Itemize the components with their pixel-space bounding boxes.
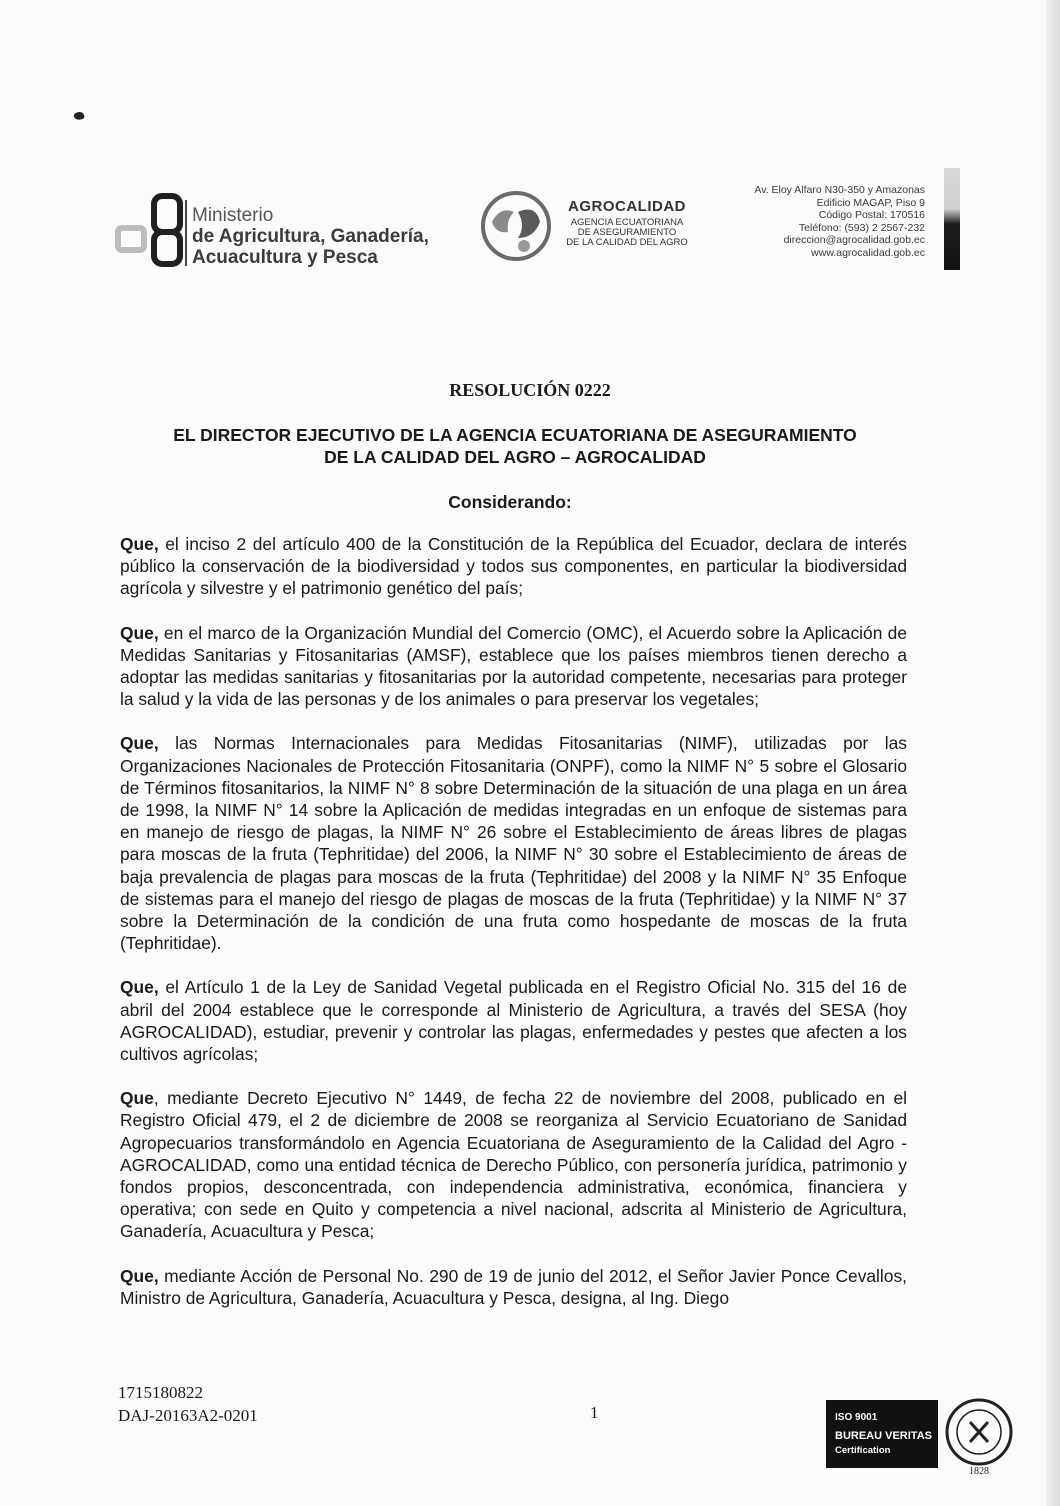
ministry-name — [192, 205, 429, 268]
bureau-veritas-seal-icon — [942, 1370, 1016, 1488]
paragraph: Que, en el marco de la Organización Mundial del Comercio (OMC), el Acuerdo sobre la Aplicación de Medidas Sanitarias y Fitosanitarias (AMSF), establece que los países miembros tienen derecho a adoptar las medidas sanitarias y fitosanitarias por la autoridad competente, necesarias para proteger la salud y la vida de las personas y de los animales o para preservar los vegetales; — [120, 622, 907, 710]
scan-artifact — [73, 111, 85, 122]
doc-code-2: DAJ-20163A2-0201 — [118, 1406, 258, 1425]
scanned-page-edge — [1046, 0, 1060, 1506]
address-line: www.agrocalidad.gob.ec — [811, 246, 925, 259]
paragraph: Que, mediante Acción de Personal No. 290 de 19 de junio del 2012, el Señor Javier Ponce Cevallos, Ministro de Agricultura, Ganadería, Acuacultura y Pesca, designa, al Ing. Diego — [120, 1265, 907, 1308]
paragraph: Que, las Normas Internacionales para Medidas Fitosanitarias (NIMF), utilizadas por las Organizaciones Nacionales de Protección Fitosanitaria (ONPF), como la NIMF N° 5 sobre el Glosario de Términos fitosanitarios, la NIMF N° 8 sobre Determinación de la situación de una plaga en un área de 1998, la NIMF N° 14 sobre la Aplicación de medidas integradas en un enfoque de sistemas para en manejo de riesgo de plagas, la NIMF N° 26 sobre el Establecimiento de áreas libres de plagas para moscas de la fruta (Tephritidae) del 2006, la NIMF N° 30 sobre el Establecimiento de áreas de baja prevalencia de plagas para moscas de la fruta (Tephritidae) del 2008 y la NIMF N° 35 Enfoque de sistemas para el manejo del riesgo de plagas de moscas de la fruta (Tephritidae) y la NIMF N° 37 sobre la Determinación de la condición de una fruta como hospedante de moscas de la fruta (Tephritidae). — [120, 733, 907, 954]
agency-sub3: DE LA CALIDAD DEL AGRO — [566, 237, 688, 248]
agency-sub1: AGENCIA ECUATORIANA — [570, 217, 684, 228]
ministry-line1: Ministerio — [192, 205, 274, 226]
seal-year: 1828 — [969, 1466, 989, 1477]
address-line: Edificio MAGAP, Piso 9 — [816, 196, 925, 209]
considerando-heading: Considerando: — [448, 492, 572, 512]
doc-code-1: 1715180822 — [118, 1383, 203, 1402]
cert-sub: Certification — [835, 1445, 891, 1456]
cert-iso: ISO 9001 — [835, 1412, 878, 1423]
agrocalidad-emblem-icon — [478, 186, 554, 266]
paragraph: Que, el Artículo 1 de la Ley de Sanidad Vegetal publicada en el Registro Oficial No. 315 del 16 de abril del 2004 establece que le corresponde al Ministerio de Agricultura, a través del SESA (hoy AGROCALIDAD), estudiar, prevenir y controlar las plagas, enfermedades y pestes que afecten a los cultivos agrícolas; — [120, 977, 907, 1065]
header-accent-bar — [944, 168, 960, 270]
ministry-line2: de Agricultura, Ganadería, — [192, 226, 429, 247]
agrocalidad-name — [562, 198, 692, 248]
document-heading — [110, 424, 920, 468]
paragraph: Que, el inciso 2 del artículo 400 de la Constitución de la República del Ecuador, declara de interés público la conservación de la biodiversidad y todos sus componentes, en particular la biodiversidad agrícola y silvestre y el patrimonio genético del país; — [120, 534, 907, 599]
certification-badge — [826, 1370, 1016, 1488]
address-block — [720, 184, 925, 260]
iso-box — [826, 1400, 938, 1468]
page-number: 1 — [590, 1403, 599, 1422]
document-codes — [118, 1381, 258, 1427]
address-line: direccion@agrocalidad.gob.ec — [783, 234, 925, 247]
address-line: Teléfono: (593) 2 2567-232 — [798, 221, 925, 234]
heading-line2: DE LA CALIDAD DEL AGRO – AGROCALIDAD — [324, 447, 706, 467]
agency-sub2: DE ASEGURAMIENTO — [577, 227, 677, 238]
agency-name: AGROCALIDAD — [568, 198, 686, 215]
address-line: Código Postal: 170516 — [818, 209, 925, 222]
heading-line1: EL DIRECTOR EJECUTIVO DE LA AGENCIA ECUATORIANA DE ASEGURAMIENTO — [173, 425, 857, 445]
document-body — [120, 533, 907, 1331]
paragraph: Que, mediante Decreto Ejecutivo N° 1449, de fecha 22 de noviembre del 2008, publicado en el Registro Oficial 479, el 2 de diciembre de 2008 se reorganiza al Servicio Ecuatoriano de Sanidad Agropecuarios transformándolo en Agencia Ecuatoriana de Aseguramiento de la Calidad del Agro - AGROCALIDAD, como una entidad técnica de Derecho Público, con personería jurídica, patrimonio y fondos propios, desconcentrada, con independencia administrativa, económica, financiera y operativa; con sede en Quito y competencia a nivel nacional, adscrita al Ministerio de Agricultura, Ganadería, Acuacultura y Pesca; — [120, 1088, 907, 1242]
ministry-line3: Acuacultura y Pesca — [192, 247, 378, 268]
cert-name: BUREAU VERITAS — [835, 1430, 932, 1442]
resolution-title: RESOLUCIÓN 0222 — [449, 380, 611, 400]
address-line: Av. Eloy Alfaro N30-350 y Amazonas — [754, 184, 925, 196]
